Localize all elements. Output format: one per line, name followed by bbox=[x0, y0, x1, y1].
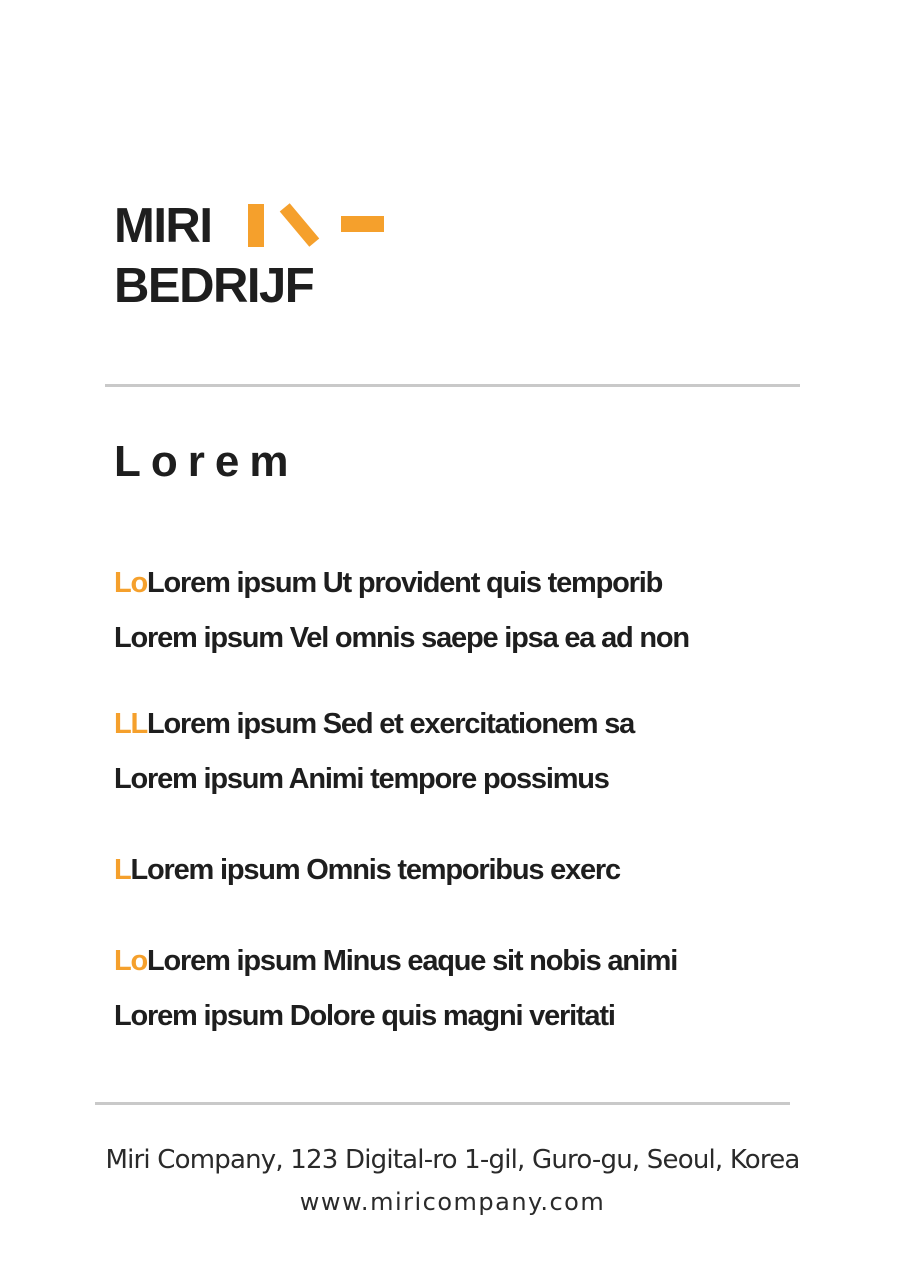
orange-bars-logo-icon bbox=[244, 200, 389, 250]
footer-address: Miri Company, 123 Digital-ro 1-gil, Guro-gu, Seoul, Korea bbox=[105, 1145, 800, 1175]
list-item-5-prefix: L bbox=[114, 854, 131, 886]
bottom-divider bbox=[95, 1102, 790, 1105]
list-item-6-text: Lorem ipsum Minus eaque sit nobis animi bbox=[147, 945, 678, 977]
list-item-7 bbox=[114, 996, 615, 1036]
top-divider bbox=[105, 384, 800, 387]
list-item-5-text: Lorem ipsum Omnis temporibus exerc bbox=[130, 854, 620, 886]
list-item-4 bbox=[114, 759, 609, 799]
brand-name-line-1: MIRI bbox=[114, 199, 212, 253]
list-item-6-prefix: Lo bbox=[114, 945, 148, 977]
list-item-1-text: Lorem ipsum Ut provident quis temporib bbox=[147, 567, 663, 599]
list-item-4-text: Lorem ipsum Animi tempore possimus bbox=[114, 763, 609, 795]
list-item-1-prefix: Lo bbox=[114, 567, 148, 599]
list-item-7-text: Lorem ipsum Dolore quis magni veritati bbox=[114, 1000, 615, 1032]
brand-name-line-2: BEDRIJF bbox=[114, 259, 314, 313]
list-item-1 bbox=[114, 563, 662, 603]
list-item-6 bbox=[114, 941, 677, 981]
list-item-3-prefix: LL bbox=[114, 708, 148, 740]
section-heading: Lorem bbox=[114, 437, 299, 486]
list-item-2-text: Lorem ipsum Vel omnis saepe ipsa ea ad non bbox=[114, 622, 689, 654]
list-item-2 bbox=[114, 618, 689, 658]
list-item-3 bbox=[114, 704, 634, 744]
footer-website-link[interactable]: www.miricompany.com bbox=[299, 1188, 606, 1216]
list-item-3-text: Lorem ipsum Sed et exercitationem sa bbox=[147, 708, 635, 740]
list-item-5 bbox=[114, 850, 620, 890]
